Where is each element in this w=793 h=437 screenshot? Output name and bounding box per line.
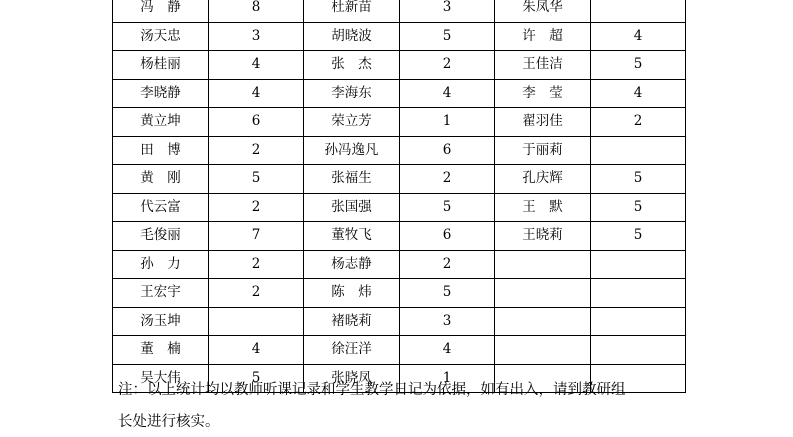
- count-cell: 4: [209, 336, 304, 365]
- count-cell: 5: [591, 51, 686, 80]
- count-cell: 5: [591, 193, 686, 222]
- teacher-name-cell: 汤天忠: [113, 22, 209, 51]
- teacher-name-cell: [495, 250, 591, 279]
- count-cell: [591, 250, 686, 279]
- table-row: [113, 136, 686, 165]
- count-cell: [591, 279, 686, 308]
- count-cell: 4: [591, 79, 686, 108]
- table-row: [113, 108, 686, 137]
- count-cell: [591, 0, 686, 22]
- count-cell: 2: [591, 108, 686, 137]
- teacher-name-cell: 荣立芳: [304, 108, 400, 137]
- count-cell: 5: [400, 279, 495, 308]
- teacher-name-cell: 翟羽佳: [495, 108, 591, 137]
- table-row: [113, 51, 686, 80]
- count-cell: 2: [400, 165, 495, 194]
- teacher-name-cell: 孙冯逸凡: [304, 136, 400, 165]
- count-cell: [209, 307, 304, 336]
- count-cell: 5: [209, 165, 304, 194]
- table-row: [113, 307, 686, 336]
- teacher-name-cell: 张 杰: [304, 51, 400, 80]
- count-cell: 1: [400, 108, 495, 137]
- table-row: [113, 336, 686, 365]
- teacher-name-cell: 汤玉坤: [113, 307, 209, 336]
- attendance-table: [112, 0, 686, 393]
- count-cell: 6: [400, 222, 495, 251]
- count-cell: 3: [400, 307, 495, 336]
- count-cell: 4: [209, 51, 304, 80]
- teacher-name-cell: 毛俊丽: [113, 222, 209, 251]
- count-cell: 2: [209, 250, 304, 279]
- teacher-name-cell: 张福生: [304, 165, 400, 194]
- teacher-name-cell: 许 超: [495, 22, 591, 51]
- count-cell: 3: [400, 0, 495, 22]
- count-cell: 2: [400, 51, 495, 80]
- count-cell: 2: [209, 193, 304, 222]
- teacher-name-cell: [495, 336, 591, 365]
- teacher-name-cell: [495, 279, 591, 308]
- teacher-name-cell: 吴大伟: [113, 364, 209, 393]
- count-cell: 2: [209, 136, 304, 165]
- teacher-name-cell: 董牧飞: [304, 222, 400, 251]
- table-row: [113, 193, 686, 222]
- teacher-name-cell: 董 楠: [113, 336, 209, 365]
- count-cell: [591, 336, 686, 365]
- count-cell: 5: [400, 22, 495, 51]
- teacher-name-cell: 代云富: [113, 193, 209, 222]
- teacher-name-cell: 王晓莉: [495, 222, 591, 251]
- count-cell: 4: [591, 22, 686, 51]
- teacher-name-cell: 王佳洁: [495, 51, 591, 80]
- table-row: [113, 222, 686, 251]
- count-cell: 5: [209, 364, 304, 393]
- teacher-name-cell: 田 博: [113, 136, 209, 165]
- count-cell: 4: [209, 79, 304, 108]
- teacher-name-cell: 胡晓波: [304, 22, 400, 51]
- count-cell: 5: [591, 165, 686, 194]
- count-cell: [591, 136, 686, 165]
- footnote-line-1: 注：以上统计均以教师听课记录和学生教学日记为依据，如有出入，请到教研组: [118, 382, 626, 398]
- teacher-name-cell: 孔庆辉: [495, 165, 591, 194]
- footnote-line-2: 长处进行核实。: [118, 414, 220, 430]
- teacher-name-cell: 黄 刚: [113, 165, 209, 194]
- teacher-name-cell: 于丽莉: [495, 136, 591, 165]
- count-cell: 5: [400, 193, 495, 222]
- teacher-name-cell: 杨志静: [304, 250, 400, 279]
- table-row: [113, 79, 686, 108]
- count-cell: 6: [400, 136, 495, 165]
- teacher-name-cell: [495, 307, 591, 336]
- table-row: [113, 250, 686, 279]
- teacher-name-cell: 张国强: [304, 193, 400, 222]
- teacher-name-cell: 朱凤华: [495, 0, 591, 22]
- count-cell: [591, 307, 686, 336]
- teacher-name-cell: 冯 静: [113, 0, 209, 22]
- teacher-name-cell: 孙 力: [113, 250, 209, 279]
- teacher-name-cell: 褚晓莉: [304, 307, 400, 336]
- count-cell: 2: [209, 279, 304, 308]
- count-cell: 4: [400, 336, 495, 365]
- teacher-name-cell: 李晓静: [113, 79, 209, 108]
- count-cell: 2: [400, 250, 495, 279]
- count-cell: 7: [209, 222, 304, 251]
- table-body: [113, 0, 686, 393]
- count-cell: 5: [591, 222, 686, 251]
- table-row: [113, 22, 686, 51]
- count-cell: 6: [209, 108, 304, 137]
- table-row: [113, 0, 686, 22]
- count-cell: 4: [400, 79, 495, 108]
- teacher-name-cell: 王宏宇: [113, 279, 209, 308]
- teacher-name-cell: 杜新苗: [304, 0, 400, 22]
- table-row: [113, 279, 686, 308]
- table-row: [113, 165, 686, 194]
- count-cell: 1: [400, 364, 495, 393]
- teacher-name-cell: 李海东: [304, 79, 400, 108]
- teacher-name-cell: 王 默: [495, 193, 591, 222]
- teacher-name-cell: 李 莹: [495, 79, 591, 108]
- teacher-name-cell: 张晓凤: [304, 364, 400, 393]
- count-cell: 3: [209, 22, 304, 51]
- teacher-name-cell: 徐汪洋: [304, 336, 400, 365]
- teacher-name-cell: 杨桂丽: [113, 51, 209, 80]
- teacher-name-cell: 陈 炜: [304, 279, 400, 308]
- count-cell: 8: [209, 0, 304, 22]
- teacher-name-cell: 黄立坤: [113, 108, 209, 137]
